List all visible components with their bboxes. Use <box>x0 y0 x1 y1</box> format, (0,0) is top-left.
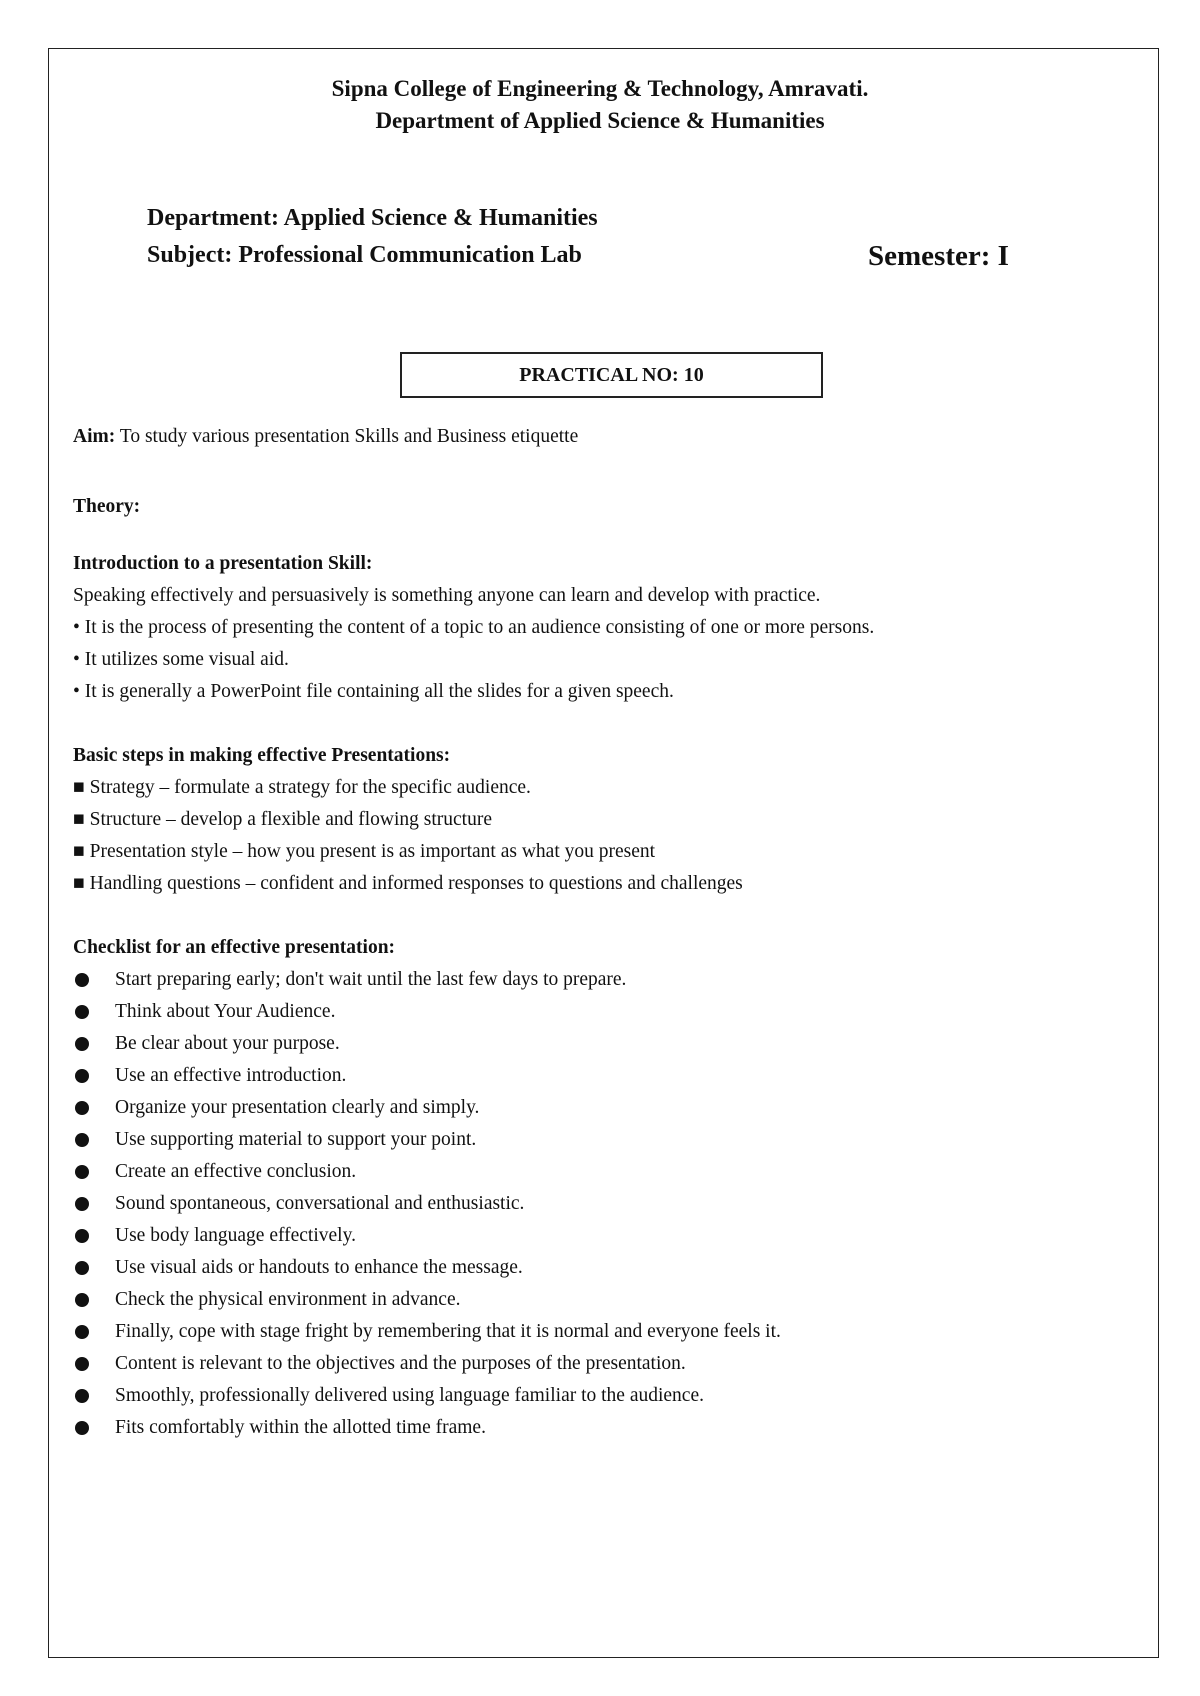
college-name: Sipna College of Engineering & Technology, Amravati. <box>331 76 869 101</box>
bullet-icon <box>75 973 89 987</box>
aim-label: Aim: <box>73 426 116 447</box>
aim-text: To study various presentation Skills and Business etiquette <box>119 426 579 447</box>
checklist-item: Organize your presentation clearly and simply. <box>73 1092 781 1124</box>
bullet-icon <box>75 1325 89 1339</box>
bullet-icon <box>75 1005 89 1019</box>
bullet-icon <box>75 1261 89 1275</box>
checklist-item: Use supporting material to support your point. <box>73 1124 781 1156</box>
aim-line <box>73 426 578 448</box>
steps-item: ■ Handling questions – confident and informed responses to questions and challenges <box>73 873 743 894</box>
semester-label: Semester: I <box>868 240 1009 272</box>
intro-heading: Introduction to a presentation Skill: <box>73 553 373 574</box>
checklist-item: Finally, cope with stage fright by remembering that it is normal and everyone feels it. <box>73 1316 781 1348</box>
department-label: Department: Applied Science & Humanities <box>147 205 598 231</box>
intro-bullet: • It is generally a PowerPoint file containing all the slides for a given speech. <box>73 681 674 702</box>
checklist-item: Think about Your Audience. <box>73 996 781 1028</box>
bullet-icon <box>75 1069 89 1083</box>
subject-label: Subject: Professional Communication Lab <box>147 242 582 268</box>
checklist-item: Use an effective introduction. <box>73 1060 781 1092</box>
bullet-icon <box>75 1229 89 1243</box>
checklist-item: Be clear about your purpose. <box>73 1028 781 1060</box>
checklist <box>73 964 781 1444</box>
practical-number-box: PRACTICAL NO: 10 <box>400 352 823 398</box>
checklist-item: Sound spontaneous, conversational and enthusiastic. <box>73 1188 781 1220</box>
checklist-item: Check the physical environment in advance. <box>73 1284 781 1316</box>
intro-bullet: • It utilizes some visual aid. <box>73 649 289 670</box>
steps-item: ■ Structure – develop a flexible and flowing structure <box>73 809 492 830</box>
intro-bullet: • It is the process of presenting the content of a topic to an audience consisting of one or more persons. <box>73 617 875 638</box>
intro-line: Speaking effectively and persuasively is something anyone can learn and develop with practice. <box>73 585 821 606</box>
checklist-heading: Checklist for an effective presentation: <box>73 937 396 958</box>
checklist-item: Fits comfortably within the allotted time frame. <box>73 1412 781 1444</box>
checklist-item: Create an effective conclusion. <box>73 1156 781 1188</box>
bullet-icon <box>75 1037 89 1051</box>
bullet-icon <box>75 1389 89 1403</box>
steps-item: ■ Strategy – formulate a strategy for the specific audience. <box>73 777 531 798</box>
checklist-item: Use body language effectively. <box>73 1220 781 1252</box>
steps-heading: Basic steps in making effective Presentations: <box>73 745 451 766</box>
bullet-icon <box>75 1133 89 1147</box>
bullet-icon <box>75 1165 89 1179</box>
bullet-icon <box>75 1357 89 1371</box>
bullet-icon <box>75 1101 89 1115</box>
checklist-item: Start preparing early; don't wait until the last few days to prepare. <box>73 964 781 996</box>
checklist-item: Use visual aids or handouts to enhance the message. <box>73 1252 781 1284</box>
steps-item: ■ Presentation style – how you present is as important as what you present <box>73 841 656 862</box>
checklist-item: Smoothly, professionally delivered using language familiar to the audience. <box>73 1380 781 1412</box>
bullet-icon <box>75 1421 89 1435</box>
theory-heading: Theory: <box>73 496 141 517</box>
bullet-icon <box>75 1197 89 1211</box>
department-heading: Department of Applied Science & Humanities <box>375 108 825 133</box>
checklist-item: Content is relevant to the objectives and the purposes of the presentation. <box>73 1348 781 1380</box>
bullet-icon <box>75 1293 89 1307</box>
